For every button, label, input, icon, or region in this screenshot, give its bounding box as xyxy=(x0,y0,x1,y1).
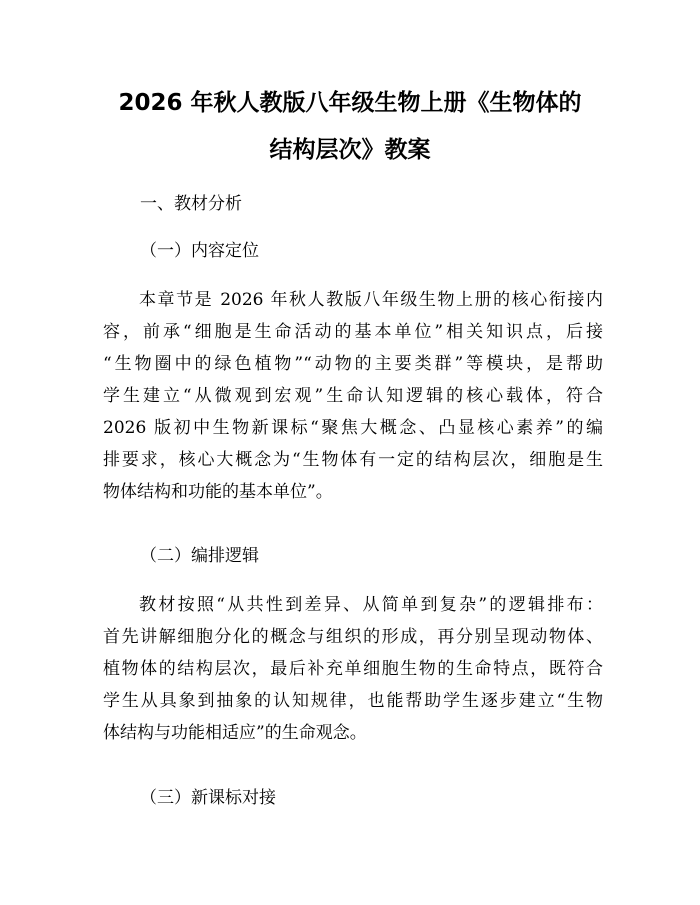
paragraph-line: 学生从具象到抽象的认知规律，也能帮助学生逐步建立“生物 xyxy=(103,691,603,711)
paragraph-content-positioning xyxy=(103,284,603,508)
subsection-heading-curriculum-alignment: （三）新课标对接 xyxy=(140,788,276,808)
paragraph-line: 2026 版初中生物新课标“聚焦大概念、凸显核心素养”的编 xyxy=(103,418,603,438)
paragraph-line: 本章节是 2026 年秋人教版八年级生物上册的核心衔接内 xyxy=(139,290,603,310)
paragraph-line: 教材按照“从共性到差异、从简单到复杂”的逻辑排布： xyxy=(139,595,603,615)
paragraph-line: 植物体的结构层次，最后补充单细胞生物的生命特点，既符合 xyxy=(103,659,603,679)
paragraph-line: 体结构与功能相适应”的生命观念。 xyxy=(103,723,367,743)
paragraph-line: 容，前承“细胞是生命活动的基本单位”相关知识点，后接 xyxy=(103,322,603,342)
subsection-heading-content-positioning: （一）内容定位 xyxy=(140,241,259,261)
document-title-line-2: 结构层次》教案 xyxy=(269,137,431,163)
subsection-heading-arrangement-logic: （二）编排逻辑 xyxy=(140,546,259,566)
paragraph-line: 首先讲解细胞分化的概念与组织的形成，再分别呈现动物体、 xyxy=(103,627,603,647)
paragraph-line: 学生建立“从微观到宏观”生命认知逻辑的核心载体，符合 xyxy=(103,386,603,406)
paragraph-line: 物体结构和功能的基本单位”。 xyxy=(103,482,333,502)
section-heading-material-analysis: 一、教材分析 xyxy=(140,194,242,214)
paragraph-line: “生物圈中的绿色植物”“动物的主要类群”等模块，是帮助 xyxy=(103,354,603,374)
paragraph-line: 排要求，核心大概念为“生物体有一定的结构层次，细胞是生 xyxy=(103,450,603,470)
document-title-line-1: 2026 年秋人教版八年级生物上册《生物体的 xyxy=(118,90,582,116)
paragraph-arrangement-logic xyxy=(103,589,603,749)
